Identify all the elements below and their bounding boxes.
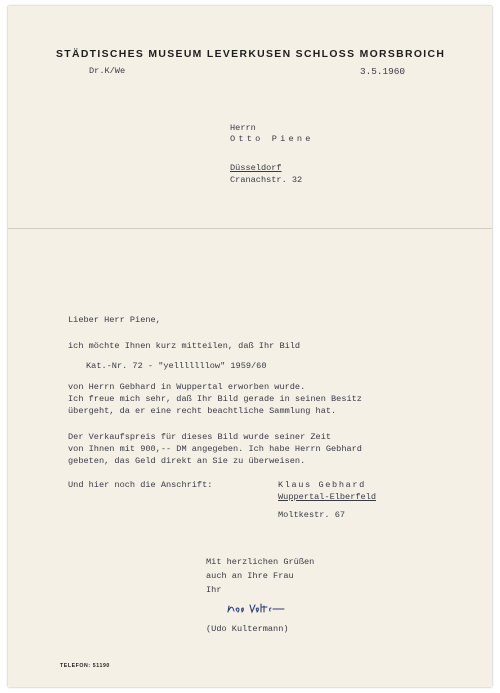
footer-phone: TELEFON: 51190 xyxy=(60,663,110,669)
body-paragraph-1: ich möchte Ihnen kurz mitteilen, daß Ihr Bild xyxy=(68,341,301,351)
catalog-line: Kat.-Nr. 72 - "yelllllllow" 1959/60 xyxy=(86,361,267,371)
paper-fold-line xyxy=(8,228,492,229)
reference-code: Dr.K/We xyxy=(89,66,126,76)
closing-line-2: auch an Ihre Frau xyxy=(206,571,294,581)
recipient-street: Cranachstr. 32 xyxy=(230,175,303,185)
body-paragraph-2-line-3: übergeht, da er eine recht beachtliche Sammlung hat. xyxy=(68,406,337,416)
recipient-name: Otto Piene xyxy=(230,134,314,144)
body-paragraph-3-line-3: gebeten, das Geld direkt an Sie zu überweisen. xyxy=(68,456,306,466)
body-paragraph-2-line-2: Ich freue mich sehr, daß Ihr Bild gerade in seinen Besitz xyxy=(68,394,362,404)
signatory-name: (Udo Kultermann) xyxy=(206,624,289,634)
greeting: Lieber Herr Piene, xyxy=(68,315,161,325)
buyer-street: Moltkestr. 67 xyxy=(278,510,346,520)
body-paragraph-2-line-1: von Herrn Gebhard in Wuppertal erworben wurde. xyxy=(68,382,306,392)
buyer-name: Klaus Gebhard xyxy=(278,480,366,490)
body-paragraph-3-line-2: von Ihnen mit 900,-- DM angegeben. Ich habe Herrn Gebhard xyxy=(68,444,362,454)
recipient-salutation: Herrn xyxy=(230,123,256,133)
address-intro: Und hier noch die Anschrift: xyxy=(68,480,213,490)
closing-line-3: Ihr xyxy=(206,585,222,595)
body-paragraph-3-line-1: Der Verkaufspreis für dieses Bild wurde seiner Zeit xyxy=(68,432,332,442)
closing-line-1: Mit herzlichen Grüßen xyxy=(206,557,315,567)
letter-date: 3.5.1960 xyxy=(360,66,406,77)
recipient-city: Düsseldorf xyxy=(230,163,282,173)
buyer-city: Wuppertal-Elberfeld xyxy=(278,492,376,502)
letterhead: STÄDTISCHES MUSEUM LEVERKUSEN SCHLOSS MORSBROICH xyxy=(56,49,446,60)
handwritten-signature xyxy=(226,602,312,616)
